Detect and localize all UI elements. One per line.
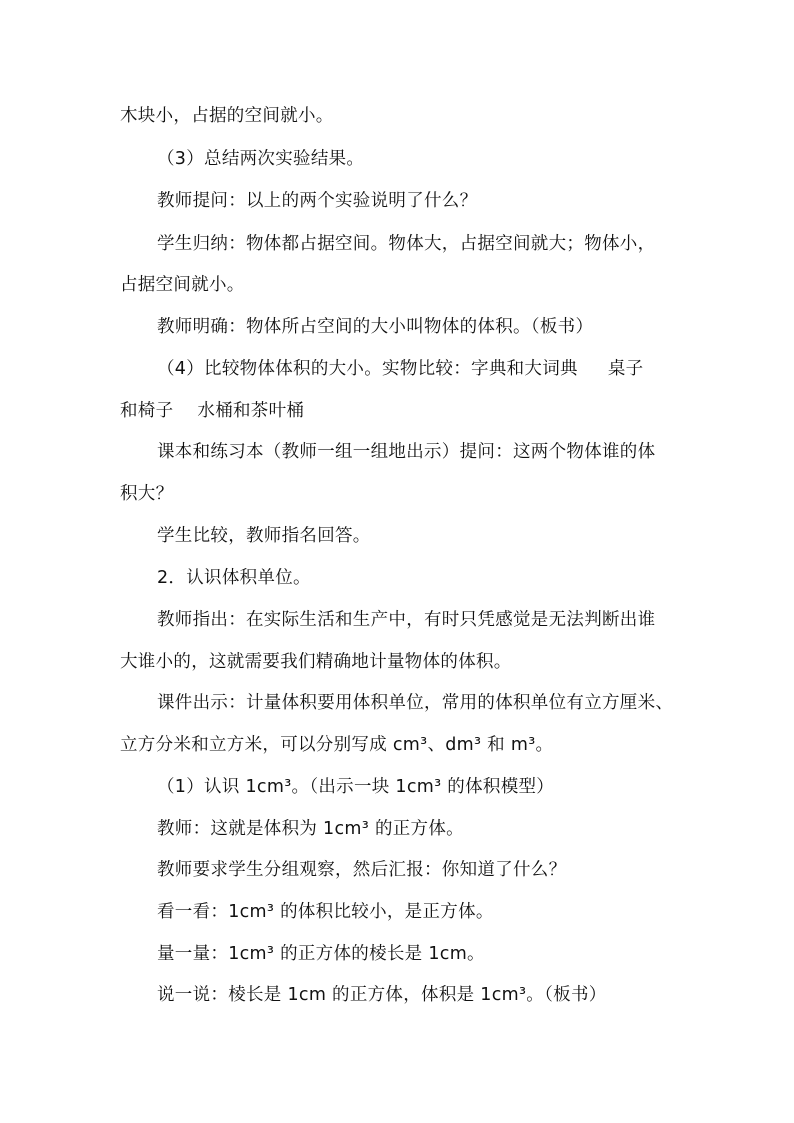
text-line: 教师明确：物体所占空间的大小叫物体的体积。（板书） bbox=[157, 317, 594, 337]
text-line bbox=[157, 357, 643, 381]
text-line: 教师提问：以上的两个实验说明了什么？ bbox=[157, 191, 478, 211]
text-segment: 和椅子 bbox=[120, 401, 174, 421]
text-line: 占据空间就小。 bbox=[120, 275, 245, 295]
text-line: 大谁小的，这就需要我们精确地计量物体的体积。 bbox=[120, 652, 512, 672]
text-segment: （4）比较物体体积的大小。实物比较：字典和大词典 bbox=[157, 359, 578, 379]
text-line: 量一量：1cm³ 的正方体的棱长是 1cm。 bbox=[157, 944, 485, 964]
text-line: 积大？ bbox=[120, 484, 174, 504]
text-line: 看一看：1cm³ 的体积比较小，是正方体。 bbox=[157, 902, 494, 922]
text-line: 教师：这就是体积为 1cm³ 的正方体。 bbox=[157, 819, 464, 839]
text-line: 课件出示：计量体积要用体积单位，常用的体积单位有立方厘米、 bbox=[157, 693, 674, 713]
text-line: 课本和练习本（教师一组一组地出示）提问：这两个物体谁的体 bbox=[157, 442, 656, 462]
text-line: 木块小，占据的空间就小。 bbox=[120, 106, 334, 126]
text-line: 说一说：棱长是 1cm 的正方体，体积是 1cm³。（板书） bbox=[157, 985, 607, 1005]
text-line bbox=[120, 399, 304, 423]
text-segment: 水桶和茶叶桶 bbox=[197, 401, 305, 421]
text-line: 学生归纳：物体都占据空间。物体大，占据空间就大；物体小， bbox=[157, 234, 656, 254]
text-line: （1）认识 1cm³。（出示一块 1cm³ 的体积模型） bbox=[157, 777, 555, 797]
text-line: 2．认识体积单位。 bbox=[157, 568, 311, 588]
text-line: 立方分米和立方米，可以分别写成 cm³、dm³ 和 m³。 bbox=[120, 735, 554, 755]
text-line: 教师要求学生分组观察，然后汇报：你知道了什么？ bbox=[157, 860, 567, 880]
text-line: 学生比较，教师指名回答。 bbox=[157, 526, 371, 546]
text-line: 教师指出：在实际生活和生产中，有时只凭感觉是无法判断出谁 bbox=[157, 610, 656, 630]
text-segment: 桌子 bbox=[607, 359, 644, 379]
text-line: （3）总结两次实验结果。 bbox=[157, 149, 365, 169]
